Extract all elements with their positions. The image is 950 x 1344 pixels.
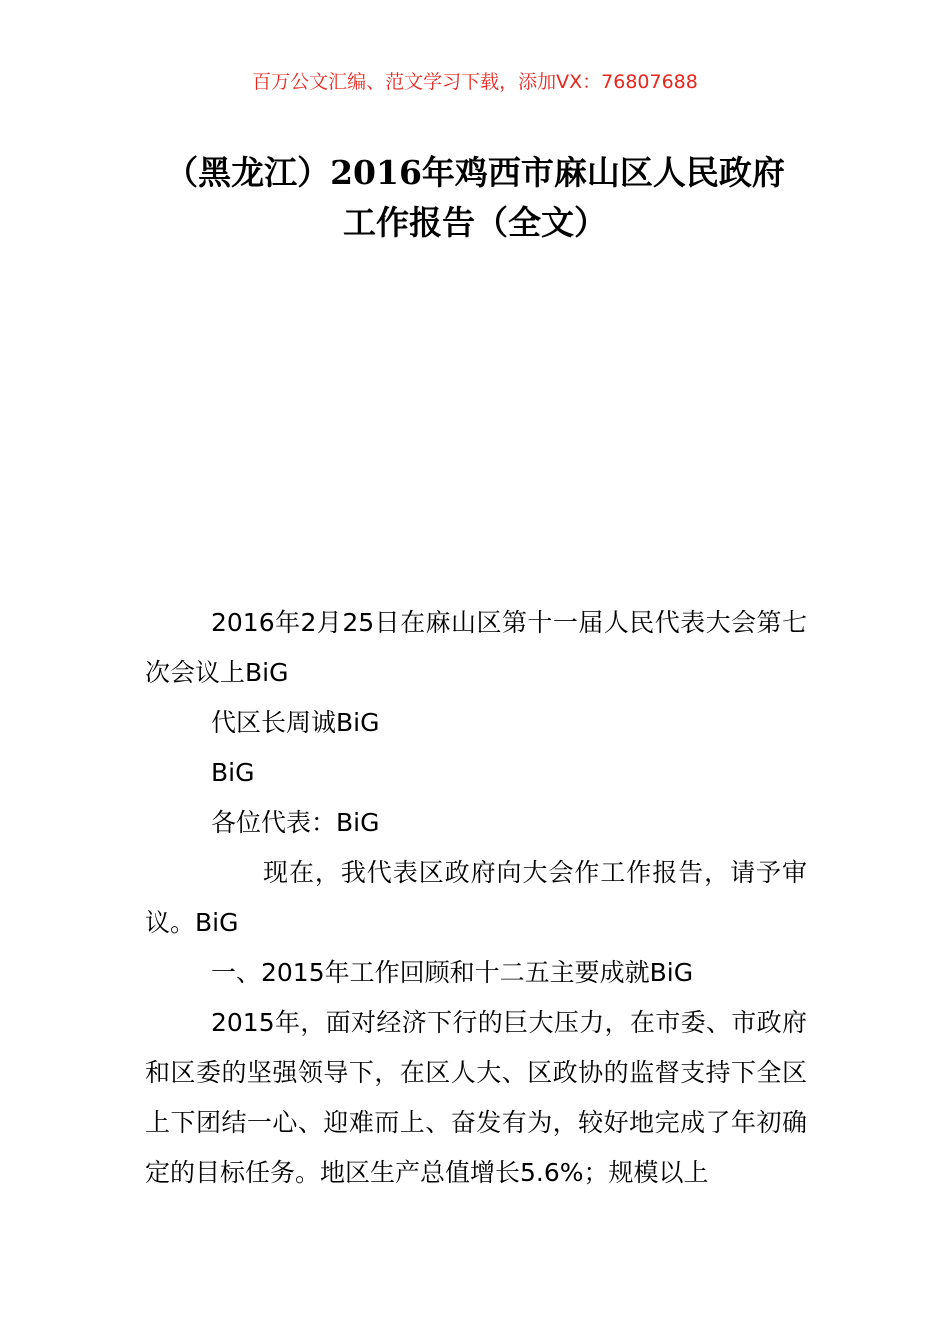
document-body [145,598,807,1198]
document-title [0,148,950,248]
paragraph-2015-review: 2015年，面对经济下行的巨大压力，在市委、市政府和区委的坚强领导下，在区人大、区政协的监督支持下全区上下团结一心、迎难而上、奋发有为，较好地完成了年初确定的目标任务。地区生产总值增长5.6%；规模以上 [145,1008,807,1187]
paragraph-meeting-info: 2016年2月25日在麻山区第十一届人民代表大会第七次会议上BiG [145,608,807,687]
title-line-1: （黑龙江）2016年鸡西市麻山区人民政府 [165,153,785,192]
section-heading-1: 一、2015年工作回顾和十二五主要成就BiG [211,958,694,987]
paragraph-salutation: 各位代表：BiG [211,808,380,837]
title-line-2: 工作报告（全文） [343,203,607,242]
watermark-header: 百万公文汇编、范文学习下载，添加VX：76807688 [252,71,698,93]
paragraph-speaker: 代区长周诚BiG [211,708,380,737]
paragraph-marker: BiG [211,758,255,787]
paragraph-opening: 现在，我代表区政府向大会作工作报告，请予审议。BiG [145,858,807,937]
